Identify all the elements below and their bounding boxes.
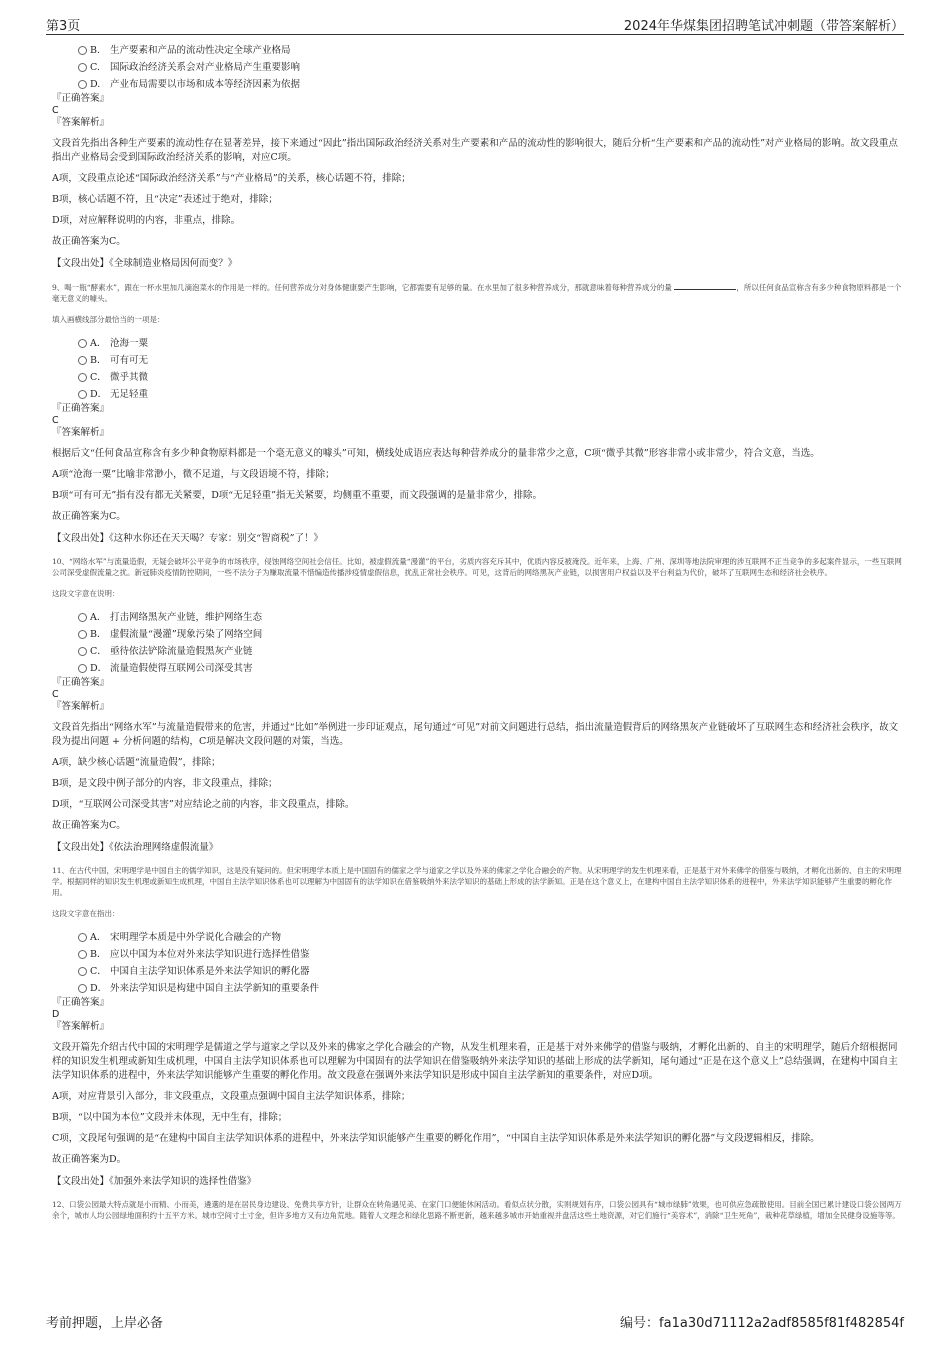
analysis-point: C项，文段尾句强调的是“在建构中国自主法学知识体系的进程中，外来法学知识能够产生重要的孵化作用”，“中国自主法学知识体系是外来法学知识的孵化器”与文段逻辑相反，排除。 — [52, 1133, 820, 1144]
analysis-point: B项，核心话题不符，且“决定”表述过于绝对，排除； — [52, 194, 278, 205]
option-letter: D． — [90, 663, 108, 674]
analysis-point: D项，“互联网公司深受其害”对应结论之前的内容，非文段重点，排除。 — [52, 799, 355, 810]
option-letter: C. — [90, 62, 100, 73]
analysis-text: 根据后文“任何食品宣称含有多少种食物原料都是一个毫无意义的噱头”可知，横线处成语应表达每种营养成分的量非常少之意，C项“微乎其微”形容非常小或非常少，符合文意，当选。 — [52, 448, 820, 459]
analysis-conclusion: 故正确答案为C。 — [52, 511, 126, 522]
option-letter: B． — [90, 629, 107, 640]
radio-icon[interactable] — [78, 630, 87, 639]
question-stem: 10、“网络水军”与流量造假，无疑会破坏公平竞争的市场秩序，侵蚀网络空间社会信任。比如，被虚假流量“漫灌”的平台，劣质内容充斥其中，优质内容反被淹没。近年来，上海、广州、深圳等地法院审理的涉互联网不正当竞争的多起案件显示，一些互联网公司深受虚假流量之扰。新冠肺炎疫情防控期间，一些不法分子为赚取流量不惜编造传播涉疫情虚假信息，扰乱正常社会秩序。可见，这背后的网络黑灰产业链，以损害用户权益以及平台利益为代价，破坏了互联网生态和经济社会秩序。 — [52, 557, 902, 577]
q10-options — [52, 609, 902, 677]
radio-icon[interactable] — [78, 967, 87, 976]
option-text: 打击网络黑灰产业链，维护网络生态 — [110, 612, 263, 623]
radio-icon[interactable] — [78, 933, 87, 942]
analysis-conclusion: 故正确答案为C。 — [52, 820, 126, 831]
option-b[interactable] — [52, 626, 902, 643]
option-a[interactable] — [52, 335, 902, 352]
stem-text: ，所以任何食品宣称含有多少种食物原料都是一个毫无意义的噱头。 — [52, 283, 902, 303]
option-letter: A． — [90, 612, 107, 623]
question-prompt: 这段文字意在说明： — [52, 589, 120, 598]
code-label: 编号： — [620, 1316, 660, 1331]
option-text: 虚假流量“漫灌”现象污染了网络空间 — [110, 629, 263, 640]
option-text: 宋明理学本质是中外学说化合融会的产物 — [110, 932, 282, 943]
option-c[interactable] — [52, 59, 902, 76]
radio-icon[interactable] — [78, 950, 87, 959]
answer-value: C — [52, 415, 59, 426]
option-letter: D． — [90, 983, 108, 994]
page-footer — [46, 1312, 904, 1332]
answer-label: 『正确答案』 — [52, 93, 110, 104]
analysis-label: 『答案解析』 — [52, 427, 110, 438]
document-code — [620, 1312, 904, 1331]
analysis-text: 文段首先指出各种生产要素的流动性存在显著差异，接下来通过“因此”指出国际政治经济关系对生产要素和产品的流动性的影响很大，随后分析“生产要素和产品的流动性”对产业格局的影响。故文段重点指出产业格局会受到国际政治经济关系的影响，对应C项。 — [52, 138, 898, 163]
option-text: 流量造假使得互联网公司深受其害 — [110, 663, 253, 674]
option-letter: A． — [90, 338, 107, 349]
option-b[interactable] — [52, 946, 902, 963]
radio-icon[interactable] — [78, 647, 87, 656]
code-value: fa1a30d71112a2adf8585f81f482854f — [659, 1316, 904, 1331]
analysis-text: 文段开篇先介绍古代中国的宋明理学是儒道之学与道家之学以及外来的佛家之学化合融会的产物，从发生机理来看，正是基于对外来佛学的借鉴与吸纳，才孵化出新的、自主的宋明理学，随后介绍根据同样的知识发生机理或新知生成机理，中国自主法学知识体系也可以理解为中国固有的法学知识在借鉴吸纳外来法学知识的基础上形成的法学新知，尾句通过“正是在这个意义上”总结强调，在建构中国自主法学知识体系的进程中，外来法学知识能够产生重要的孵化作用。故文段意在强调外来法学知识是形成中国自主法学新知的重要条件，对应D项。 — [52, 1042, 898, 1081]
analysis-label: 『答案解析』 — [52, 1021, 110, 1032]
document-title: 2024年华煤集团招聘笔试冲刺题（带答案解析） — [623, 19, 904, 34]
radio-icon[interactable] — [78, 373, 87, 382]
option-letter: C． — [90, 646, 107, 657]
option-letter: D． — [90, 389, 108, 400]
stem-text: 9、喝一瓶“酵素水”，跟在一杯水里加几滴泡菜水的作用是一样的。任何营养成分对身体健康要产生影响，它都需要有足够的量。在水里加了很多种营养成分，那就意味着每种营养成分的量 — [52, 283, 672, 292]
answer-label: 『正确答案』 — [52, 403, 110, 414]
page-header — [46, 14, 904, 35]
option-text: 微乎其微 — [110, 372, 149, 383]
answer-value: C — [52, 689, 59, 700]
analysis-point: A项“沧海一粟”比喻非常渺小，微不足道，与文段语境不符，排除； — [52, 469, 335, 480]
analysis-point: B项，是文段中例子部分的内容，非文段重点，排除； — [52, 778, 278, 789]
analysis-label: 『答案解析』 — [52, 701, 110, 712]
question-stem: 12、口袋公园最大特点就是小而精、小而美，遴選的是在居民身边建设、免费共享方针，让群众在转角遇见美、在家门口便能休闲活动。看似点状分散，实则规划有序，口袋公园具有“城市绿肺”效果，也可供应急疏散使用。目前全国已累计建设口袋公园两万余个，城市人均公园绿地面积约十五平方米。城市空间寸土寸金，但许多地方又有边角荒地。随着人文理念和绿化思路不断更新，越来越多城市开始重视并盘活这些土地资源，对它们施行“美容术”，消除“卫生死角”，栽种花草绿植，增加全民健身设施等等。 — [52, 1200, 902, 1220]
option-letter: C． — [90, 966, 107, 977]
analysis-conclusion: 故正确答案为C。 — [52, 236, 126, 247]
option-a[interactable] — [52, 929, 902, 946]
option-c[interactable] — [52, 963, 902, 980]
analysis-point: B项“可有可无”指有没有都无关紧要，D项“无足轻重”指无关紧要，均侧重不重要，而文段强调的是量非常少，排除。 — [52, 490, 543, 501]
option-b[interactable] — [52, 352, 902, 369]
answer-label: 『正确答案』 — [52, 677, 110, 688]
radio-icon[interactable] — [78, 339, 87, 348]
question-stem — [52, 281, 902, 304]
option-text: 可有可无 — [110, 355, 149, 366]
analysis-point: A项，对应背景引入部分，非文段重点，文段重点强调中国自主法学知识体系，排除； — [52, 1091, 411, 1102]
option-letter: C． — [90, 372, 107, 383]
option-a[interactable] — [52, 609, 902, 626]
option-letter: B. — [90, 45, 101, 56]
radio-icon[interactable] — [78, 63, 87, 72]
option-d[interactable] — [52, 386, 902, 403]
option-c[interactable] — [52, 643, 902, 660]
question-prompt: 这段文字意在指出： — [52, 909, 120, 918]
option-text: 中国自主法学知识体系是外来法学知识的孵化器 — [110, 966, 310, 977]
analysis-text: 文段首先指出“网络水军”与流量造假带来的危害，并通过“比如”举例进一步印证观点，尾句通过“可见”对前文问题进行总结，指出流量造假背后的网络黑灰产业链破坏了互联网生态和经济社会秩序，故文段为提出问题 + 分析问题的结构，C项是解决文段问题的对策，当选。 — [52, 722, 899, 747]
option-c[interactable] — [52, 369, 902, 386]
source-citation: 【文段出处】《这种水你还在天天喝？专家：别交“智商税”了！》 — [52, 533, 323, 544]
analysis-point: B项，“以中国为本位”文段并未体现，无中生有，排除； — [52, 1112, 288, 1123]
radio-icon[interactable] — [78, 664, 87, 673]
option-d[interactable] — [52, 660, 902, 677]
page-content — [52, 42, 902, 1221]
fill-blank — [674, 281, 736, 290]
radio-icon[interactable] — [78, 984, 87, 993]
footer-slogan: 考前押题，上岸必备 — [46, 1316, 164, 1331]
source-citation: 【文段出处】《依法治理网络虚假流量》 — [52, 842, 219, 853]
question-prompt: 填入画横线部分最恰当的一项是： — [52, 315, 165, 324]
question-stem: 11、在古代中国，宋明理学是中国自主的儒学知识，这是没有疑问的。但宋明理学本质上是中国固有的儒家之学与道家之学以及外来的佛家之学化合融会的产物。从宋明理学的发生机理来看，正是基于对外来佛学的借鉴与吸纳，才孵化出新的、自主的宋明理学。根据同样的知识发生机理或新知生成机理，中国自主法学知识体系也可以理解为中国固有的法学知识在借鉴吸纳外来法学知识的基础上形成的法学新知。正是在这个意义上，在建构中国自主法学知识体系的进程中，外来法学知识能够产生重要的孵化作用。 — [52, 866, 902, 897]
option-text: 产业布局需要以市场和成本等经济因素为依据 — [110, 79, 301, 90]
page-number: 第3页 — [46, 19, 81, 34]
option-letter: A． — [90, 932, 107, 943]
source-citation: 【文段出处】《加强外来法学知识的选择性借鉴》 — [52, 1176, 257, 1187]
option-text: 无足轻重 — [110, 389, 149, 400]
radio-icon[interactable] — [78, 46, 87, 55]
q9-options — [52, 335, 902, 403]
analysis-point: A项，缺少核心话题“流量造假”，排除； — [52, 757, 221, 768]
option-text: 应以中国为本位对外来法学知识进行选择性借鉴 — [110, 949, 310, 960]
option-text: 生产要素和产品的流动性决定全球产业格局 — [110, 45, 291, 56]
option-b[interactable] — [52, 42, 902, 59]
q8-options — [52, 42, 902, 93]
option-text: 国际政治经济关系会对产业格局产生重要影响 — [110, 62, 301, 73]
answer-label: 『正确答案』 — [52, 997, 110, 1008]
option-d[interactable] — [52, 76, 902, 93]
answer-value: C — [52, 105, 59, 116]
option-text: 沧海一粟 — [110, 338, 149, 349]
analysis-conclusion: 故正确答案为D。 — [52, 1154, 127, 1165]
radio-icon[interactable] — [78, 613, 87, 622]
analysis-point: D项，对应解释说明的内容，非重点，排除。 — [52, 215, 241, 226]
option-text: 亟待依法铲除流量造假黑灰产业链 — [110, 646, 253, 657]
option-text: 外来法学知识是构建中国自主法学新知的重要条件 — [110, 983, 320, 994]
radio-icon[interactable] — [78, 390, 87, 399]
option-letter: B． — [90, 355, 107, 366]
source-citation: 【文段出处】《全球制造业格局因何而变？》 — [52, 258, 238, 269]
analysis-point: A项，文段重点论述“国际政治经济关系”与“产业格局”的关系，核心话题不符，排除； — [52, 173, 411, 184]
option-letter: B． — [90, 949, 107, 960]
answer-value: D — [52, 1009, 60, 1020]
q11-options — [52, 929, 902, 997]
analysis-label: 『答案解析』 — [52, 117, 110, 128]
radio-icon[interactable] — [78, 356, 87, 365]
radio-icon[interactable] — [78, 80, 87, 89]
option-d[interactable] — [52, 980, 902, 997]
option-letter: D. — [90, 79, 101, 90]
